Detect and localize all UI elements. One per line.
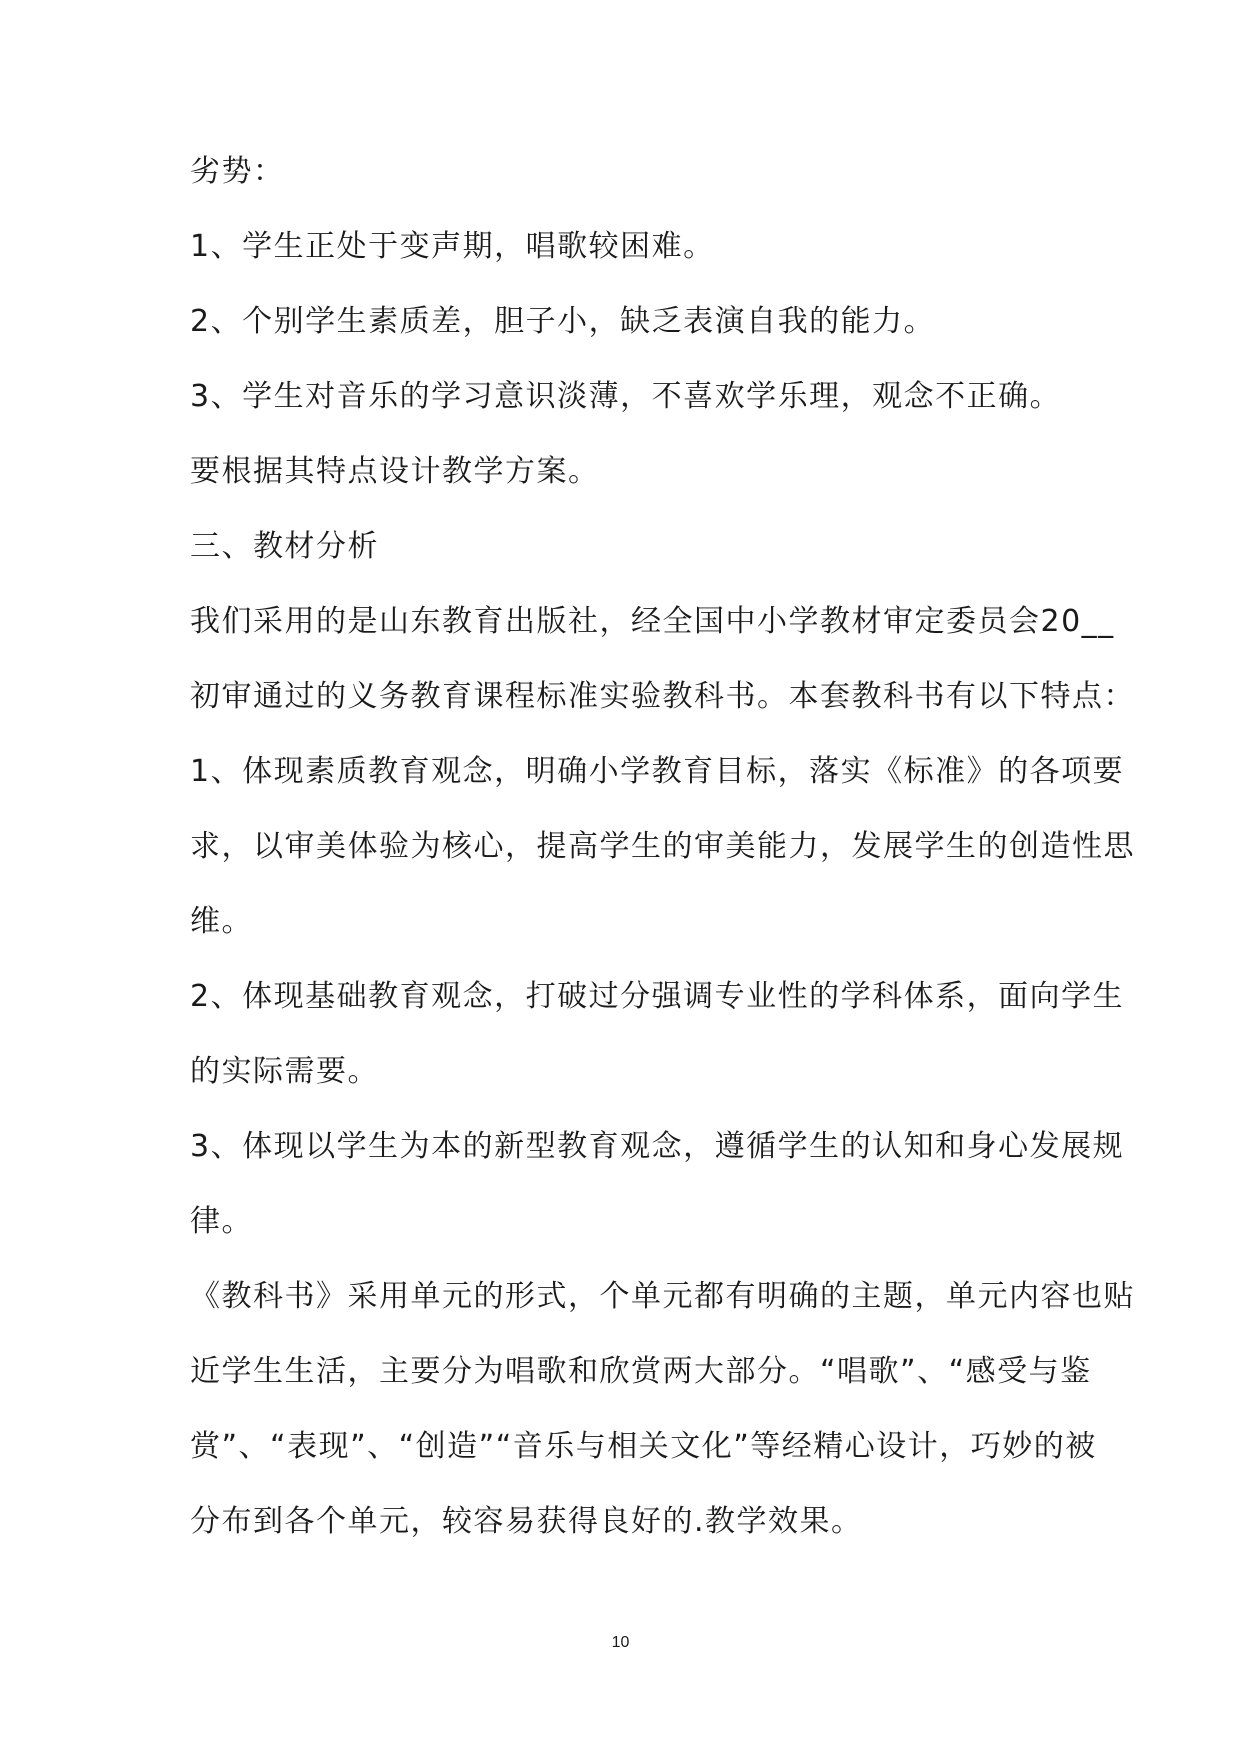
text-line: 2、体现基础教育观念，打破过分强调专业性的学科体系，面向学生 [190,979,1125,1014]
section-heading: 三、教材分析 [190,529,379,564]
text-line: 律。 [190,1204,253,1239]
text-line: 1、体现素质教育观念，明确小学教育目标，落实《标准》的各项要 [190,754,1125,789]
text-line: 近学生生活，主要分为唱歌和欣赏两大部分。“唱歌”、“感受与鉴 [190,1354,1092,1389]
text-line: 劣势： [190,154,285,189]
text-line: 1、学生正处于变声期，唱歌较困难。 [190,229,715,264]
text-line: 维。 [190,904,253,939]
text-line: 初审通过的义务教育课程标准实验教科书。本套教科书有以下特点： [190,679,1135,714]
text-line: 3、体现以学生为本的新型教育观念，遵循学生的认知和身心发展规 [190,1129,1125,1164]
text-line: 2、个别学生素质差，胆子小，缺乏表演自我的能力。 [190,304,936,339]
page-number: 10 [611,1634,630,1651]
text-line: 的实际需要。 [190,1054,379,1089]
text-line: 赏”、“表现”、“创造”“音乐与相关文化”等经精心设计，巧妙的被 [190,1429,1097,1464]
text-line: 分布到各个单元，较容易获得良好的.教学效果。 [190,1504,863,1539]
text-line: 《教科书》采用单元的形式，个单元都有明确的主题，单元内容也贴 [190,1279,1135,1314]
text-line: 要根据其特点设计教学方案。 [190,454,600,489]
text-line: 求，以审美体验为核心，提高学生的审美能力，发展学生的创造性思 [190,829,1135,864]
text-line: 3、学生对音乐的学习意识淡薄，不喜欢学乐理，观念不正确。 [190,379,1062,414]
text-line: 我们采用的是山东教育出版社，经全国中小学教材审定委员会20__ [190,604,1115,639]
